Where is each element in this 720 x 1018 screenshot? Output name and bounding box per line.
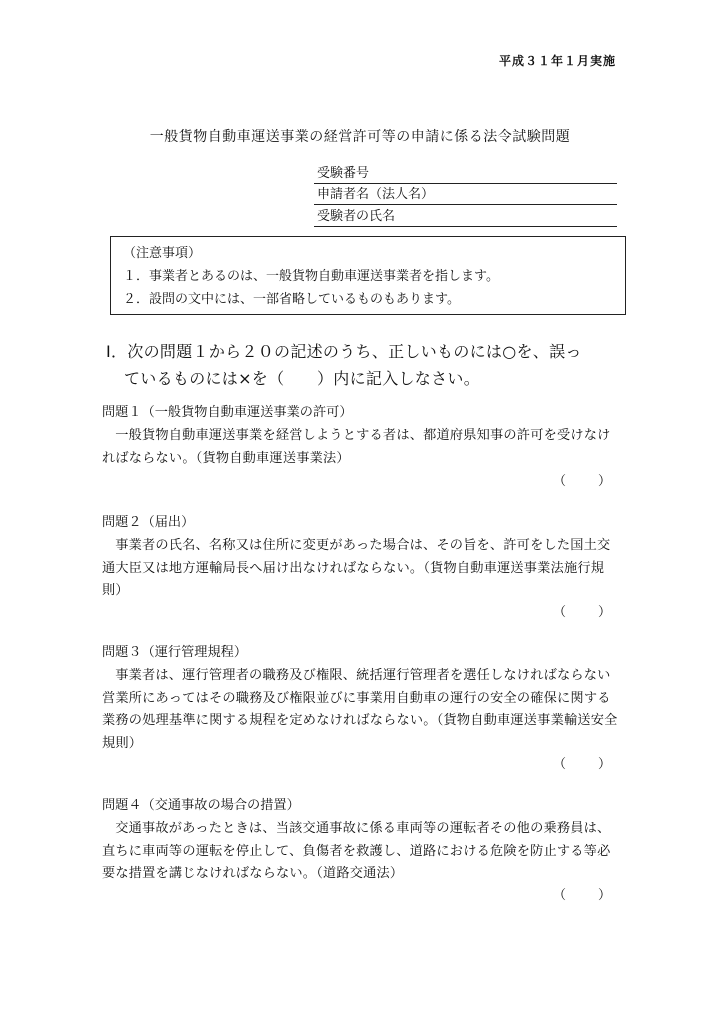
- question-body: 事業者は、運行管理者の職務及び権限、統括運行管理者を選任しなければならない営業所にあってはその職務及び権限並びに事業用自動車の運行の安全の確保に関する業務の処理基準に関する規程を定めなければならない。（貨物自動車運送事業輸送安全規則）: [102, 667, 618, 752]
- exam-number-field[interactable]: [314, 165, 617, 184]
- question-title: 問題１（一般貨物自動車運送事業の許可）: [102, 405, 353, 420]
- applicant-name-label: 申請者名（法人名）: [317, 187, 435, 202]
- question-3: [102, 642, 618, 756]
- exam-number-label: 受験番号: [317, 166, 370, 181]
- notes-item: ２．設問の文中には、一部省略しているものもあります。: [123, 292, 460, 307]
- question-body: 一般貨物自動車運送事業を経営しようとする者は、都道府県知事の許可を受けなければならない。（貨物自動車運送事業法）: [102, 427, 611, 466]
- answer-paren-close: ）: [597, 888, 611, 903]
- answer-paren-open: （: [553, 888, 567, 903]
- answer-box-3[interactable]: [553, 753, 611, 772]
- answer-paren-close: ）: [597, 757, 611, 772]
- answer-paren-close: ）: [597, 605, 611, 620]
- question-title: 問題２（届出）: [102, 515, 195, 530]
- question-body: 交通事故があったときは、当該交通事故に係る車両等の運転者その他の乗務員は、直ちに車両等の運転を停止して、負傷者を救護し、道路における危険を防止する等必要な措置を講じなければならない。（道路交通法）: [102, 820, 611, 882]
- applicant-name-field[interactable]: [314, 186, 617, 205]
- question-title: 問題４（交通事故の場合の措置）: [102, 798, 300, 813]
- section-instruction: [106, 338, 626, 392]
- notes-item: １．事業者とあるのは、一般貨物自動車運送事業者を指します。: [123, 269, 499, 284]
- question-2: [102, 512, 618, 603]
- instruction-line-2: ているものには×を（ ）内に記入しなさい。: [124, 369, 481, 388]
- question-1: [102, 402, 618, 470]
- answer-box-4[interactable]: [553, 884, 611, 903]
- exam-date: 平成３１年１月実施: [498, 54, 616, 68]
- answer-box-2[interactable]: [553, 601, 611, 620]
- notes-heading: （注意事項）: [123, 246, 202, 261]
- examinee-name-field[interactable]: [314, 208, 617, 227]
- answer-paren-open: （: [553, 474, 567, 489]
- question-body: 事業者の氏名、名称又は住所に変更があった場合は、その旨を、許可をした国土交通大臣又は地方運輸局長へ届け出なければならない。（貨物自動車運送事業法施行規則）: [102, 537, 611, 599]
- exam-title: 一般貨物自動車運送事業の経営許可等の申請に係る法令試験問題: [149, 129, 571, 145]
- answer-paren-open: （: [553, 605, 567, 620]
- notes-box: [110, 236, 626, 315]
- instruction-line-1: Ⅰ．次の問題１から２０の記述のうち、正しいものには○を、誤っ: [106, 342, 582, 361]
- question-title: 問題３（運行管理規程）: [102, 645, 248, 660]
- examinee-name-label: 受験者の氏名: [317, 209, 396, 224]
- answer-paren-open: （: [553, 757, 567, 772]
- answer-paren-close: ）: [597, 474, 611, 489]
- answer-box-1[interactable]: [553, 470, 611, 489]
- question-4: [102, 795, 618, 886]
